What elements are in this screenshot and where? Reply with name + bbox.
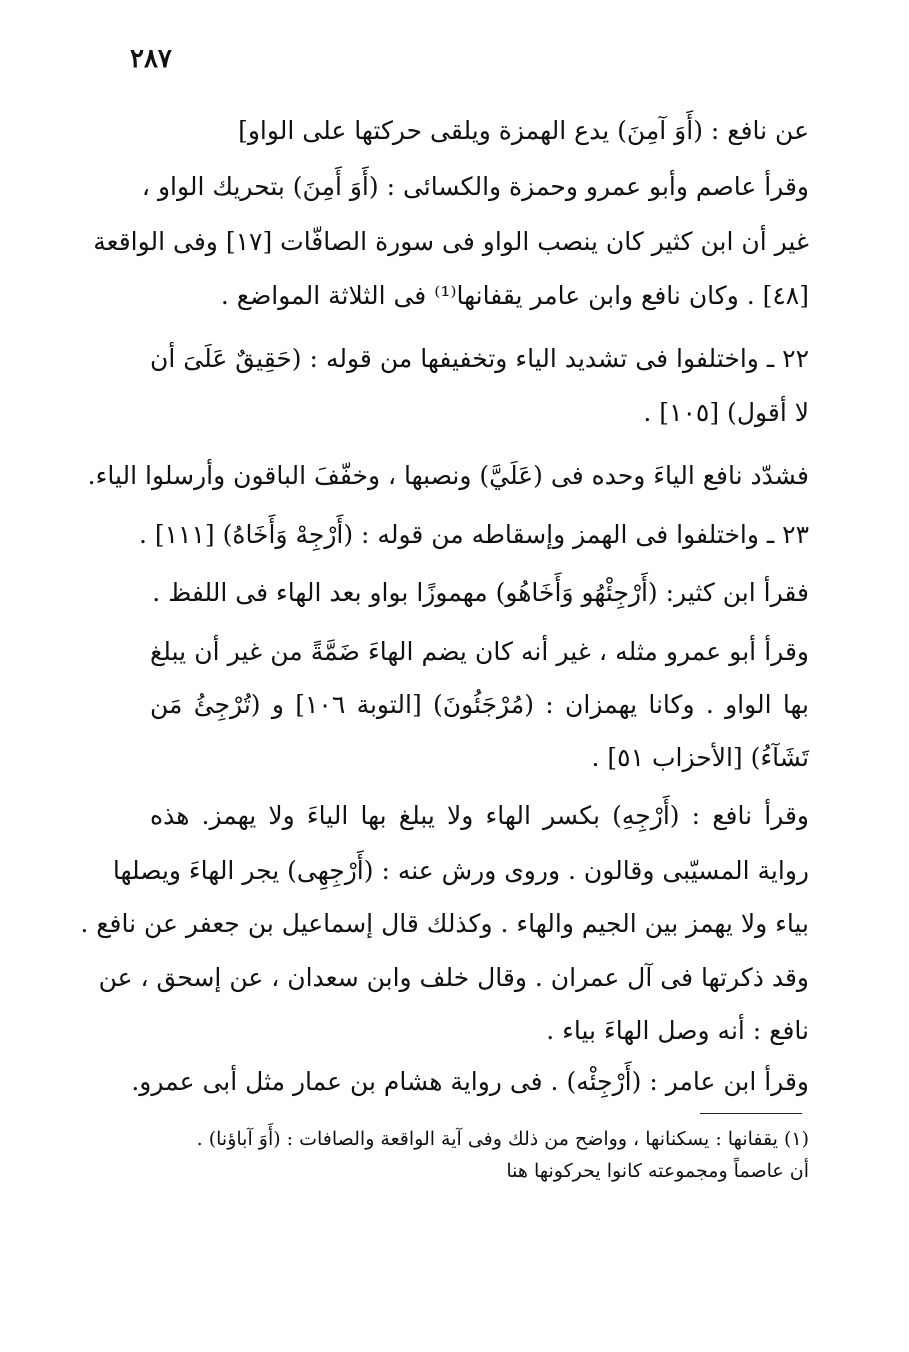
text-line-15: بياء ولا يهمز بين الجيم والهاء . وكذلك قال إسماعيل بن جعفر عن نافع . [80,909,809,938]
text-line-10: وقرأ أبو عمرو مثله ، غير أنه كان يضم الهاءَ ضَمَّةً من غير أن يبلغ [150,637,809,666]
text-line-8: ٢٣ ـ واختلفوا فى الهمز وإسقاطه من قوله : (أَرْجِهْ وَأَخَاهُ) [١١١] . [138,520,809,549]
text-line-18: وقرأ ابن عامر : (أَرْجِئْه) . فى رواية هشام بن عمار مثل أبى عمرو. [131,1067,809,1096]
footnote-line-1: (١) يقفانها : يسكنانها ، وواضح من ذلك وفى آية الواقعة والصافات : (أَوَ آباؤنا) . [196,1128,809,1150]
page-number: ٢٨٧ [130,44,172,74]
text-line-9: فقرأ ابن كثير: (أَرْجِئْهُو وَأَخَاهُو) مهموزًا بواو بعد الهاء فى اللفظ . [152,578,809,607]
text-line-7: فشدّد نافع الياءَ وحده فى (عَلَيَّ) ونصبها ، وخفّفَ الباقون وأرسلوا الياء. [87,461,809,490]
text-line-16: وقد ذكرتها فى آل عمران . وقال خلف وابن سعدان ، عن إسحق ، عن [98,963,809,992]
text-line-3: غير أن ابن كثير كان ينصب الواو فى سورة الصافّات [١٧] وفى الواقعة [93,227,809,256]
text-line-1: عن نافع : (أَوَ آمِنَ) يدع الهمزة ويلقى حركتها على الواو] [238,116,809,145]
text-line-6: لا أقول) [١٠٥] . [643,398,809,427]
text-line-17: نافع : أنه وصل الهاءَ بياء . [546,1016,809,1045]
text-line-14: رواية المسيّبى وقالون . وروى ورش عنه : (أَرْجِهِى) يجر الهاءَ ويصلها [112,856,809,885]
text-line-12: تَشَآءُ) [الأحزاب ٥١] . [591,743,809,772]
footnote-line-2: أن عاصماً ومجموعته كانوا يحركونها هنا [506,1160,809,1182]
text-line-2: وقرأ عاصم وأبو عمرو وحمزة والكسائى : (أَوَ أَمِنَ) بتحريك الواو ، [141,172,809,201]
text-line-13: وقرأ نافع : (أَرْجِهِ) بكسر الهاء ولا يبلغ بها الياءَ ولا يهمز. هذه [150,801,809,830]
footnote-rule [700,1113,802,1114]
text-line-4: [٤٨] . وكان نافع وابن عامر يقفانها⁽¹⁾ فى الثلاثة المواضع . [220,281,809,310]
text-line-5: ٢٢ ـ واختلفوا فى تشديد الياء وتخفيفها من قوله : (حَقِيقٌ عَلَىَ أن [150,344,809,373]
text-line-11: بها الواو . وكانا يهمزان : (مُرْجَئُونَ) [التوبة ١٠٦] و (تُرْجِئُ مَن [150,690,809,719]
